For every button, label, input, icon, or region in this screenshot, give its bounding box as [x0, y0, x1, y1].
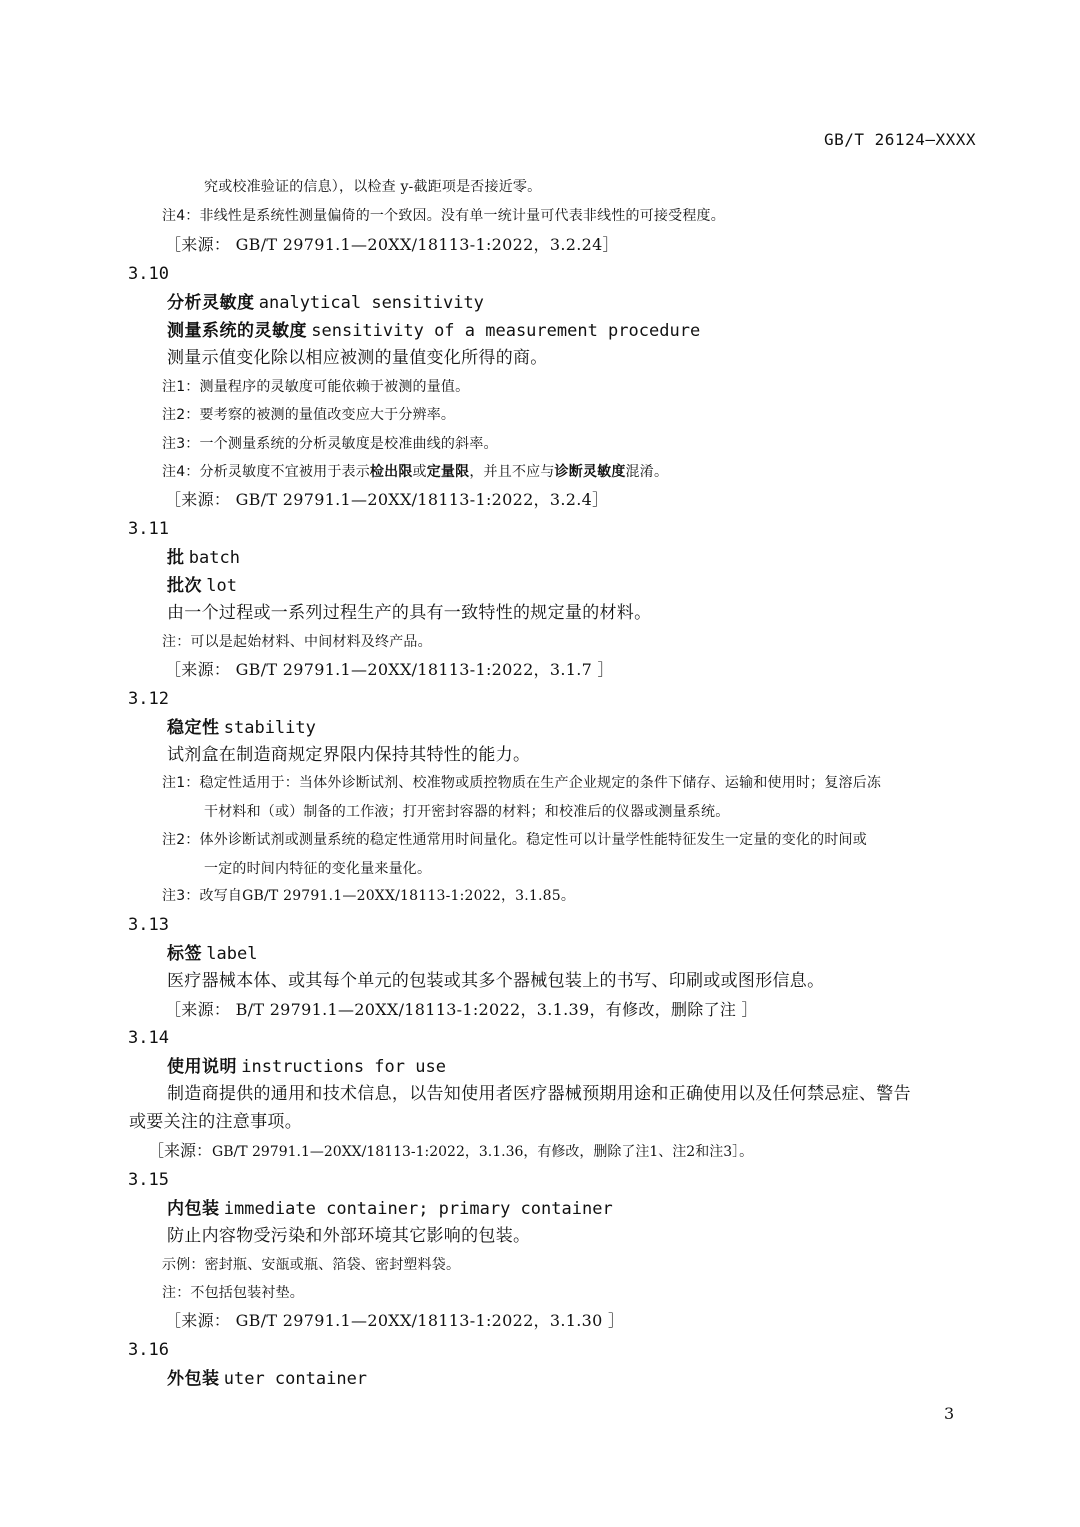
term-zh: 内包装 — [167, 1199, 220, 1219]
term-zh: 批 — [167, 548, 185, 568]
note-text: 稳定性适用于：当体外诊断试剂、校准物或质控物质在生产企业规定的条件下储存、运输和使用时；复溶后冻 — [199, 775, 882, 791]
note-text: 或 — [412, 464, 427, 480]
section-number: 3.10 — [128, 264, 169, 284]
term-line — [167, 577, 1080, 595]
term-zh: 分析灵敏度 — [167, 293, 255, 313]
term-zh: 批次 — [167, 576, 202, 596]
term-line — [167, 945, 1080, 963]
note-text: 测量程序的灵敏度可能依赖于被测的量值。 — [199, 379, 470, 395]
note-label: 注： — [162, 634, 191, 650]
definition: 医疗器械本体、或其每个单元的包装或其多个器械包装上的书写、印刷或或图形信息。 — [167, 971, 825, 991]
note-line — [162, 209, 1080, 223]
note-text: 可以是起始材料、中间材料及终产品。 — [190, 634, 432, 650]
source-citation: ［来源： GB/T 29791.1—20XX/18113-1:2022，3.2.4］ — [165, 490, 609, 509]
term-line — [167, 1058, 1080, 1076]
term-en: stability — [223, 718, 316, 738]
term-en: batch — [188, 548, 240, 568]
document-header-id: GB/T 26124—XXXX — [824, 130, 976, 149]
note-text: 混淆。 — [625, 464, 669, 480]
note-text: 改写自GB/T 29791.1—20XX/18113-1:2022，3.1.85。 — [199, 888, 576, 904]
note-label: 注1： — [162, 775, 200, 791]
section-number: 3.14 — [128, 1028, 169, 1048]
page-number: 3 — [944, 1404, 955, 1423]
source-citation: ［来源： B/T 29791.1—20XX/18113-1:2022，3.1.39，有修改，删除了注 ］ — [165, 1000, 758, 1019]
example-line — [162, 1258, 1080, 1272]
note-label: 注1： — [162, 379, 200, 395]
source-citation: ［来源： GB/T 29791.1—20XX/18113-1:2022，3.2.24］ — [165, 235, 619, 254]
note-text: 一个测量系统的分析灵敏度是校准曲线的斜率。 — [199, 436, 498, 452]
term-line — [167, 294, 1080, 312]
note-text: ，并且不应与 — [469, 464, 555, 480]
section-number: 3.16 — [128, 1340, 169, 1360]
example-label: 示例： — [162, 1257, 205, 1273]
note-label: 注3： — [162, 888, 200, 904]
term-en: analytical sensitivity — [258, 293, 484, 313]
term-en: lot — [206, 576, 237, 596]
source-text: GB/T 29791.1—20XX/18113-1:2022，3.1.36，有修改，删除了注1、注2和注3］。 — [212, 1144, 754, 1160]
note-line — [162, 833, 1080, 847]
term-line — [167, 549, 1080, 567]
note-text: 不包括包装衬垫。 — [190, 1285, 305, 1301]
definition: 制造商提供的通用和技术信息，以告知使用者医疗器械预期用途和正确使用以及任何禁忌症、警告 — [167, 1084, 911, 1104]
term-en: sensitivity of a measurement procedure — [311, 321, 701, 341]
note-text: 非线性是系统性测量偏倚的一个致因。没有单一统计量可代表非线性的可接受程度。 — [199, 208, 725, 224]
term-line — [167, 1200, 1080, 1218]
term-reference: 检出限 — [369, 464, 413, 480]
definition: 防止内容物受污染和外部环境其它影响的包装。 — [167, 1226, 531, 1246]
term-reference: 定量限 — [426, 464, 470, 480]
term-line — [167, 1370, 1080, 1388]
note-line — [162, 465, 1080, 479]
source-citation: ［来源： GB/T 29791.1—20XX/18113-1:2022，3.1.30 ］ — [165, 1311, 625, 1330]
term-zh: 标签 — [167, 944, 202, 964]
note-label: 注： — [162, 1285, 191, 1301]
source-citation — [148, 1143, 1080, 1159]
note-line — [162, 408, 1080, 422]
definition-continuation: 或要关注的注意事项。 — [129, 1112, 302, 1132]
section-number: 3.12 — [128, 689, 169, 709]
note-line — [162, 776, 1080, 790]
term-reference: 诊断灵敏度 — [554, 464, 626, 480]
note-line — [162, 1286, 1080, 1300]
note-continuation: 干材料和（或）制备的工作液；打开密封容器的材料；和校准后的仪器或测量系统。 — [204, 804, 730, 820]
term-zh: 稳定性 — [167, 718, 220, 738]
note-line — [162, 437, 1080, 451]
note-label: 注3： — [162, 436, 200, 452]
note-line — [162, 889, 1080, 903]
definition: 试剂盒在制造商规定界限内保持其特性的能力。 — [167, 745, 531, 765]
section-number: 3.11 — [128, 519, 169, 539]
term-en: uter container — [223, 1369, 368, 1389]
note-line — [162, 380, 1080, 394]
term-zh: 测量系统的灵敏度 — [167, 321, 307, 341]
source-open: ［来源： — [148, 1141, 213, 1160]
term-zh: 使用说明 — [167, 1057, 237, 1077]
term-line — [167, 322, 1080, 340]
definition: 由一个过程或一系列过程生产的具有一致特性的规定量的材料。 — [167, 603, 652, 623]
note-continuation: 一定的时间内特征的变化量来量化。 — [204, 861, 432, 877]
term-en: immediate container; primary container — [223, 1199, 613, 1219]
note-label: 注4： — [162, 464, 200, 480]
note-text: 分析灵敏度不宜被用于表示 — [199, 464, 370, 480]
note-text: 要考察的被测的量值改变应大于分辨率。 — [199, 407, 456, 423]
example-text: 密封瓶、安瓿或瓶、箔袋、密封塑料袋。 — [204, 1257, 461, 1273]
note-line — [162, 635, 1080, 649]
note-label: 注2： — [162, 832, 200, 848]
term-en: label — [206, 944, 258, 964]
note-label: 注4： — [162, 208, 200, 224]
note-text: 体外诊断试剂或测量系统的稳定性通常用时间量化。稳定性可以计量学性能特征发生一定量的变化的时间或 — [199, 832, 867, 848]
section-number: 3.13 — [128, 915, 169, 935]
term-zh: 外包装 — [167, 1369, 220, 1389]
term-en: instructions for use — [241, 1057, 446, 1077]
source-citation: ［来源： GB/T 29791.1—20XX/18113-1:2022，3.1.7 ］ — [165, 660, 614, 679]
definition: 测量示值变化除以相应被测的量值变化所得的商。 — [167, 348, 548, 368]
term-line — [167, 719, 1080, 737]
note-label: 注2： — [162, 407, 200, 423]
continued-note-line: 究或校准验证的信息），以检查 y-截距项是否接近零。 — [204, 179, 542, 195]
section-number: 3.15 — [128, 1170, 169, 1190]
